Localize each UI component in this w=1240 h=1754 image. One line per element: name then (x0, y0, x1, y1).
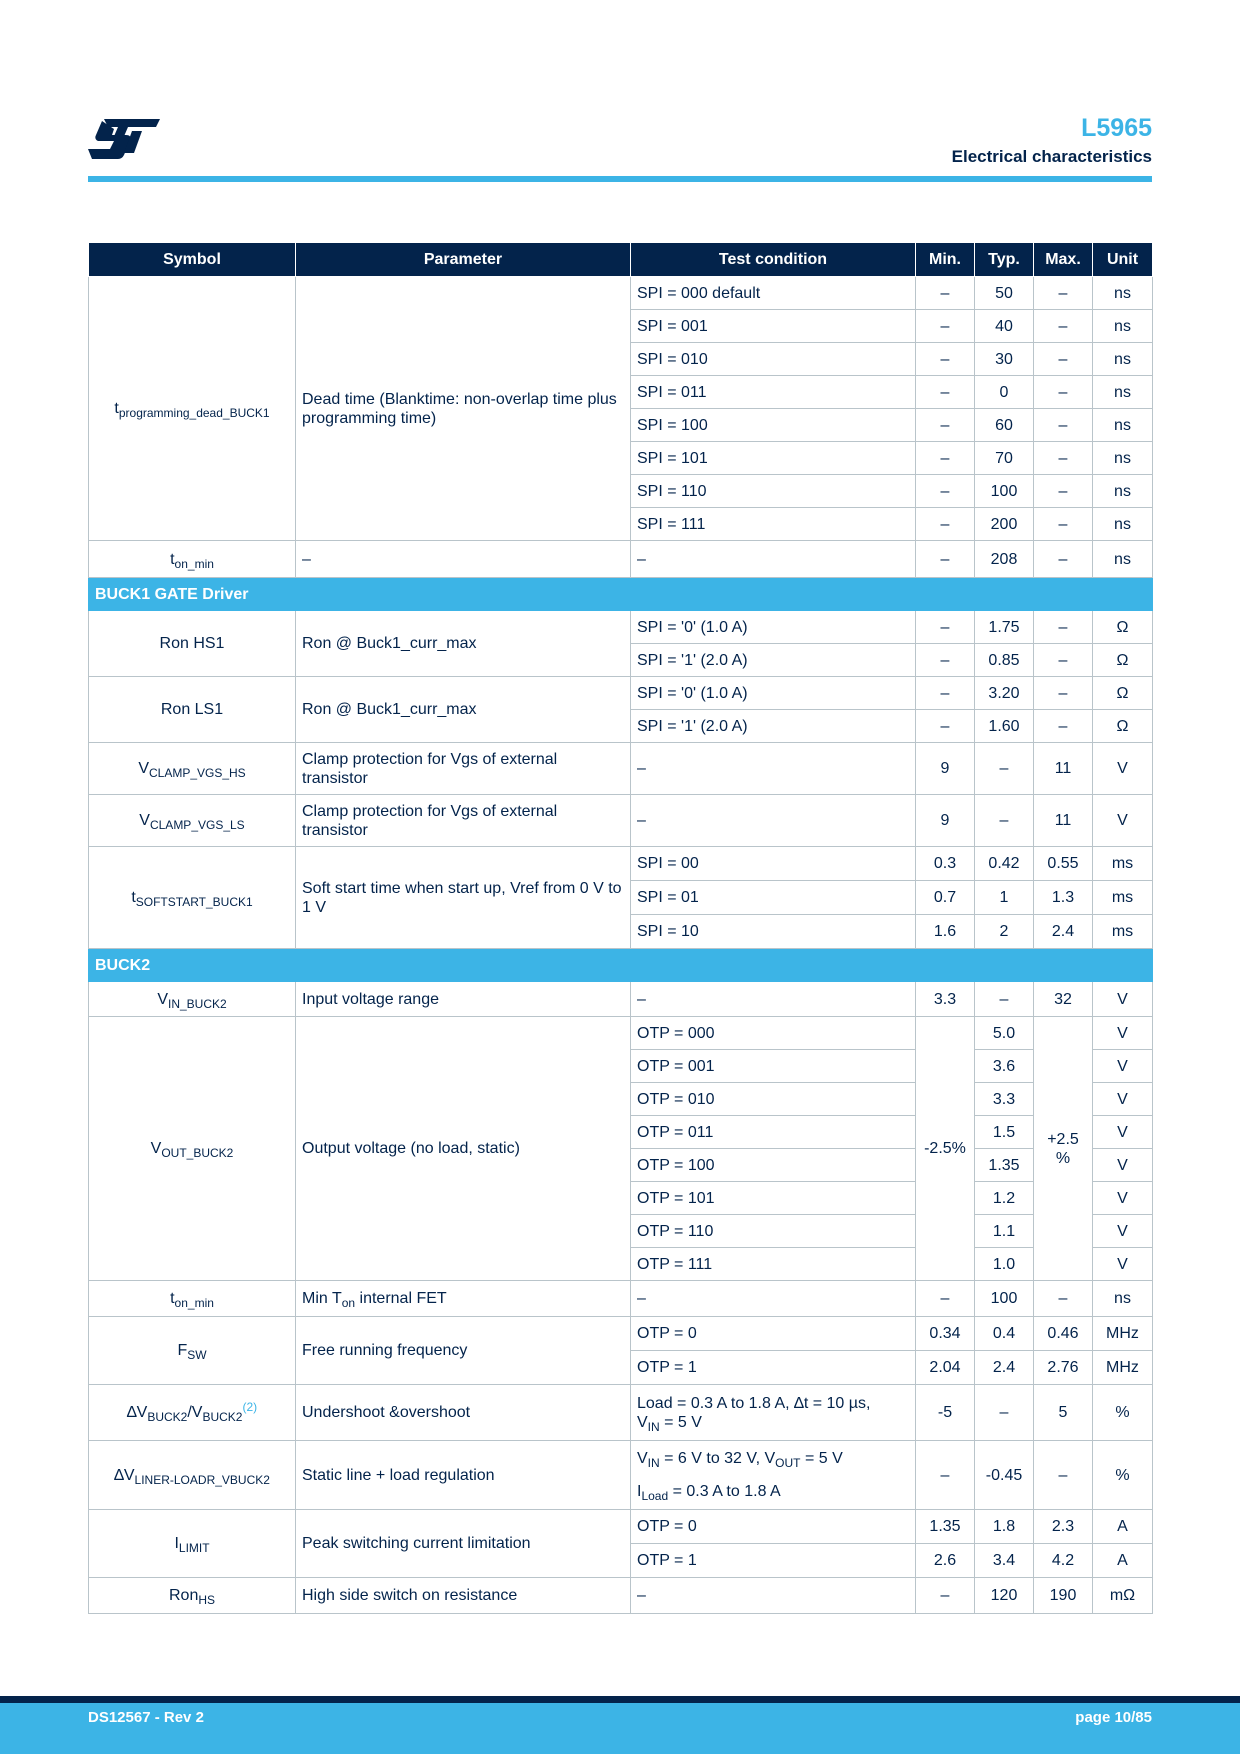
footer-doc-id: DS12567 - Rev 2 (88, 1709, 204, 1726)
symbol-cell: $t_{on\_min}$ (89, 541, 296, 578)
min-cell: – (916, 710, 975, 743)
typ-cell: 200 (975, 508, 1034, 541)
parameter-cell: Peak switching current limitation (296, 1510, 631, 1578)
symbol-cell: $V_{IN\_BUCK2}$ (89, 982, 296, 1017)
table-row (89, 1510, 1153, 1544)
typ-cell: 1.5 (975, 1116, 1034, 1149)
symbol-cell: Ron$_{HS}$ (89, 1578, 296, 1614)
condition-cell: SPI = '1' (2.0 A) (631, 644, 916, 677)
max-cell: 2.76 (1034, 1351, 1093, 1385)
table-row (89, 1441, 1153, 1510)
unit-cell: ns (1093, 508, 1153, 541)
unit-cell: V (1093, 1083, 1153, 1116)
section-row (89, 578, 1153, 611)
min-cell: 1.35 (916, 1510, 975, 1544)
typ-cell: 1.8 (975, 1510, 1034, 1544)
typ-cell: 3.4 (975, 1544, 1034, 1578)
max-cell: – (1034, 1281, 1093, 1317)
condition-cell: SPI = 001 (631, 310, 916, 343)
typ-cell: 208 (975, 541, 1034, 578)
typ-cell: 1.0 (975, 1248, 1034, 1281)
min-cell: – (916, 376, 975, 409)
parameter-cell: Free running frequency (296, 1317, 631, 1385)
condition-cell: – (631, 1281, 916, 1317)
typ-cell: 120 (975, 1578, 1034, 1614)
footer-page-number: page 10/85 (1075, 1709, 1152, 1726)
condition-cell: OTP = 011 (631, 1116, 916, 1149)
parameter-cell: Clamp protection for Vgs of external transistor (296, 795, 631, 847)
unit-cell: ns (1093, 409, 1153, 442)
footnote-ref[interactable]: (2) (242, 1400, 258, 1414)
unit-cell: V (1093, 1248, 1153, 1281)
unit-cell: V (1093, 1149, 1153, 1182)
condition-cell: SPI = 110 (631, 475, 916, 508)
unit-cell: V (1093, 1215, 1153, 1248)
unit-cell: V (1093, 1050, 1153, 1083)
typ-cell: 1.2 (975, 1182, 1034, 1215)
typ-cell: 2.4 (975, 1351, 1034, 1385)
condition-cell: OTP = 010 (631, 1083, 916, 1116)
min-cell: – (916, 475, 975, 508)
typ-cell: 100 (975, 475, 1034, 508)
max-cell: – (1034, 1441, 1093, 1510)
typ-cell: 3.3 (975, 1083, 1034, 1116)
max-cell: 5 (1034, 1385, 1093, 1441)
col-header-unit: Unit (1093, 243, 1153, 277)
section-label: BUCK2 (89, 949, 1153, 982)
condition-cell: SPI = 111 (631, 508, 916, 541)
typ-cell: 1.35 (975, 1149, 1034, 1182)
typ-cell: – (975, 1385, 1034, 1441)
typ-cell: 3.6 (975, 1050, 1034, 1083)
min-cell: 3.3 (916, 982, 975, 1017)
unit-cell: V (1093, 743, 1153, 795)
min-cell: – (916, 442, 975, 475)
parameter-cell: Undershoot &overshoot (296, 1385, 631, 1441)
condition-cell: SPI = 010 (631, 343, 916, 376)
condition-cell: SPI = 011 (631, 376, 916, 409)
max-cell: – (1034, 677, 1093, 710)
condition-cell: – (631, 743, 916, 795)
min-cell: 2.04 (916, 1351, 975, 1385)
max-cell: – (1034, 710, 1093, 743)
document-title: L5965 (1081, 114, 1152, 142)
unit-cell: A (1093, 1544, 1153, 1578)
max-cell: – (1034, 644, 1093, 677)
typ-cell: 0 (975, 376, 1034, 409)
condition-cell: SPI = 101 (631, 442, 916, 475)
unit-cell: V (1093, 1182, 1153, 1215)
unit-cell: V (1093, 795, 1153, 847)
table-row (89, 743, 1153, 795)
max-cell: 4.2 (1034, 1544, 1093, 1578)
symbol-cell: $F_{SW}$ (89, 1317, 296, 1385)
unit-cell: % (1093, 1385, 1153, 1441)
min-cell: – (916, 1441, 975, 1510)
condition-cell: OTP = 1 (631, 1544, 916, 1578)
table-row (89, 1578, 1153, 1614)
table-row (89, 1017, 1153, 1050)
table-row (89, 611, 1153, 644)
typ-cell: 0.4 (975, 1317, 1034, 1351)
condition-cell: – (631, 541, 916, 578)
typ-cell: 40 (975, 310, 1034, 343)
table-row (89, 1385, 1153, 1441)
typ-cell: – (975, 795, 1034, 847)
unit-cell: ns (1093, 343, 1153, 376)
unit-cell: Ω (1093, 611, 1153, 644)
table-row (89, 982, 1153, 1017)
symbol-cell: $\Delta V_{LINER-LOADR\_VBUCK2}$ (89, 1441, 296, 1510)
col-header-test-condition: Test condition (631, 243, 916, 277)
condition-cell: OTP = 1 (631, 1351, 916, 1385)
condition-cell: SPI = 100 (631, 409, 916, 442)
min-cell: -5 (916, 1385, 975, 1441)
parameter-cell: – (296, 541, 631, 578)
section-label: BUCK1 GATE Driver (89, 578, 1153, 611)
max-cell: – (1034, 409, 1093, 442)
unit-cell: mΩ (1093, 1578, 1153, 1614)
typ-cell: 1.60 (975, 710, 1034, 743)
col-header-max: Max. (1034, 243, 1093, 277)
condition-cell: OTP = 000 (631, 1017, 916, 1050)
parameter-cell: Ron @ Buck1_curr_max (296, 677, 631, 743)
unit-cell: V (1093, 1116, 1153, 1149)
min-cell: 0.7 (916, 881, 975, 915)
typ-cell: 70 (975, 442, 1034, 475)
unit-cell: ms (1093, 847, 1153, 881)
typ-cell: 3.20 (975, 677, 1034, 710)
min-cell: – (916, 1578, 975, 1614)
col-header-typ: Typ. (975, 243, 1034, 277)
electrical-characteristics-table (88, 242, 1153, 1614)
max-cell: – (1034, 442, 1093, 475)
max-cell: 32 (1034, 982, 1093, 1017)
min-cell: – (916, 310, 975, 343)
typ-cell: 1.1 (975, 1215, 1034, 1248)
max-cell: 0.46 (1034, 1317, 1093, 1351)
symbol-cell: $V_{OUT\_BUCK2}$ (89, 1017, 296, 1281)
max-cell: – (1034, 475, 1093, 508)
condition-cell: OTP = 0 (631, 1317, 916, 1351)
unit-cell: ms (1093, 915, 1153, 949)
typ-cell: – (975, 743, 1034, 795)
unit-cell: ns (1093, 541, 1153, 578)
symbol-cell: $\Delta V_{BUCK2}/V_{BUCK2}^{(2)}$ (89, 1385, 296, 1441)
typ-cell: 30 (975, 343, 1034, 376)
condition-cell: – (631, 795, 916, 847)
symbol-cell: Ron LS1 (89, 677, 296, 743)
section-title: Electrical characteristics (951, 147, 1152, 166)
condition-cell: Load = 0.3 A to 1.8 A, ∆t = 10 µs, $V_{IN} = 5$ V (631, 1385, 916, 1441)
unit-cell: MHz (1093, 1317, 1153, 1351)
max-cell: – (1034, 541, 1093, 578)
max-cell: – (1034, 611, 1093, 644)
min-cell: – (916, 409, 975, 442)
max-cell: 1.3 (1034, 881, 1093, 915)
unit-cell: ns (1093, 475, 1153, 508)
min-cell: – (916, 541, 975, 578)
parameter-cell: Ron @ Buck1_curr_max (296, 611, 631, 677)
table-row (89, 1317, 1153, 1351)
condition-cell: SPI = 10 (631, 915, 916, 949)
table-row (89, 1281, 1153, 1317)
parameter-cell: Output voltage (no load, static) (296, 1017, 631, 1281)
min-cell: 2.6 (916, 1544, 975, 1578)
unit-cell: ns (1093, 376, 1153, 409)
typ-cell: 60 (975, 409, 1034, 442)
max-cell: – (1034, 277, 1093, 310)
unit-cell: ns (1093, 1281, 1153, 1317)
condition-cell: SPI = '0' (1.0 A) (631, 677, 916, 710)
parameter-cell: Input voltage range (296, 982, 631, 1017)
table-header-row (89, 243, 1153, 277)
typ-cell: 1.75 (975, 611, 1034, 644)
header-rule (88, 176, 1152, 182)
typ-cell: – (975, 982, 1034, 1017)
condition-cell: OTP = 110 (631, 1215, 916, 1248)
condition-cell: SPI = 000 default (631, 277, 916, 310)
condition-cell: – (631, 1578, 916, 1614)
min-cell: – (916, 508, 975, 541)
col-header-symbol: Symbol (89, 243, 296, 277)
table-row (89, 795, 1153, 847)
typ-cell: 2 (975, 915, 1034, 949)
max-cell: 190 (1034, 1578, 1093, 1614)
parameter-cell: Static line + load regulation (296, 1441, 631, 1510)
max-cell: 11 (1034, 795, 1093, 847)
condition-cell: OTP = 001 (631, 1050, 916, 1083)
st-logo-icon (88, 119, 160, 159)
col-header-parameter: Parameter (296, 243, 631, 277)
max-cell: 0.55 (1034, 847, 1093, 881)
min-cell: 0.3 (916, 847, 975, 881)
symbol-cell: Ron HS1 (89, 611, 296, 677)
typ-cell: 0.85 (975, 644, 1034, 677)
min-cell: – (916, 1281, 975, 1317)
typ-cell: 1 (975, 881, 1034, 915)
col-header-min: Min. (916, 243, 975, 277)
max-cell: +2.5 % (1034, 1017, 1093, 1281)
condition-cell: SPI = 01 (631, 881, 916, 915)
parameter-cell: High side switch on resistance (296, 1578, 631, 1614)
typ-cell: 5.0 (975, 1017, 1034, 1050)
max-cell: – (1034, 376, 1093, 409)
max-cell: 11 (1034, 743, 1093, 795)
unit-cell: ns (1093, 442, 1153, 475)
min-cell: 1.6 (916, 915, 975, 949)
unit-cell: ms (1093, 881, 1153, 915)
min-cell: – (916, 611, 975, 644)
condition-cell: OTP = 111 (631, 1248, 916, 1281)
min-cell: – (916, 677, 975, 710)
footer-rule (0, 1696, 1240, 1703)
unit-cell: Ω (1093, 644, 1153, 677)
table-row (89, 277, 1153, 310)
min-cell: 9 (916, 743, 975, 795)
min-cell: – (916, 277, 975, 310)
min-cell: – (916, 343, 975, 376)
symbol-cell: $t_{SOFTSTART\_BUCK1}$ (89, 847, 296, 949)
parameter-cell: Min $T_{on}$ internal FET (296, 1281, 631, 1317)
symbol-cell: $V_{CLAMP\_VGS\_HS}$ (89, 743, 296, 795)
unit-cell: ns (1093, 277, 1153, 310)
min-cell: -2.5% (916, 1017, 975, 1281)
unit-cell: MHz (1093, 1351, 1153, 1385)
unit-cell: V (1093, 1017, 1153, 1050)
table-row (89, 541, 1153, 578)
typ-cell: 100 (975, 1281, 1034, 1317)
max-cell: 2.3 (1034, 1510, 1093, 1544)
unit-cell: A (1093, 1510, 1153, 1544)
parameter-cell: Dead time (Blanktime: non-overlap time plus programming time) (296, 277, 631, 541)
typ-cell: 0.42 (975, 847, 1034, 881)
symbol-cell: $t_{on\_min}$ (89, 1281, 296, 1317)
min-cell: 9 (916, 795, 975, 847)
unit-cell: % (1093, 1441, 1153, 1510)
condition-cell: SPI = '0' (1.0 A) (631, 611, 916, 644)
max-cell: 2.4 (1034, 915, 1093, 949)
min-cell: – (916, 644, 975, 677)
condition-cell: SPI = 00 (631, 847, 916, 881)
symbol-cell: $I_{LIMIT}$ (89, 1510, 296, 1578)
symbol-cell: $t_{programming\_dead\_BUCK1}$ (89, 277, 296, 541)
max-cell: – (1034, 343, 1093, 376)
typ-cell: -0.45 (975, 1441, 1034, 1510)
condition-cell: OTP = 0 (631, 1510, 916, 1544)
unit-cell: ns (1093, 310, 1153, 343)
typ-cell: 50 (975, 277, 1034, 310)
min-cell: 0.34 (916, 1317, 975, 1351)
max-cell: – (1034, 508, 1093, 541)
condition-cell: SPI = '1' (2.0 A) (631, 710, 916, 743)
condition-cell: – (631, 982, 916, 1017)
table-row (89, 677, 1153, 710)
parameter-cell: Clamp protection for Vgs of external transistor (296, 743, 631, 795)
condition-cell: OTP = 100 (631, 1149, 916, 1182)
max-cell: – (1034, 310, 1093, 343)
table-row (89, 847, 1153, 881)
unit-cell: V (1093, 982, 1153, 1017)
unit-cell: Ω (1093, 677, 1153, 710)
condition-cell: $V_{IN} = 6$ V to 32 V, $V_{OUT} = 5$ V $I_{Load} = 0.3$ A to 1.8 A (631, 1441, 916, 1510)
section-row (89, 949, 1153, 982)
parameter-cell: Soft start time when start up, Vref from 0 V to 1 V (296, 847, 631, 949)
condition-cell: OTP = 101 (631, 1182, 916, 1215)
symbol-cell: $V_{CLAMP\_VGS\_LS}$ (89, 795, 296, 847)
unit-cell: Ω (1093, 710, 1153, 743)
